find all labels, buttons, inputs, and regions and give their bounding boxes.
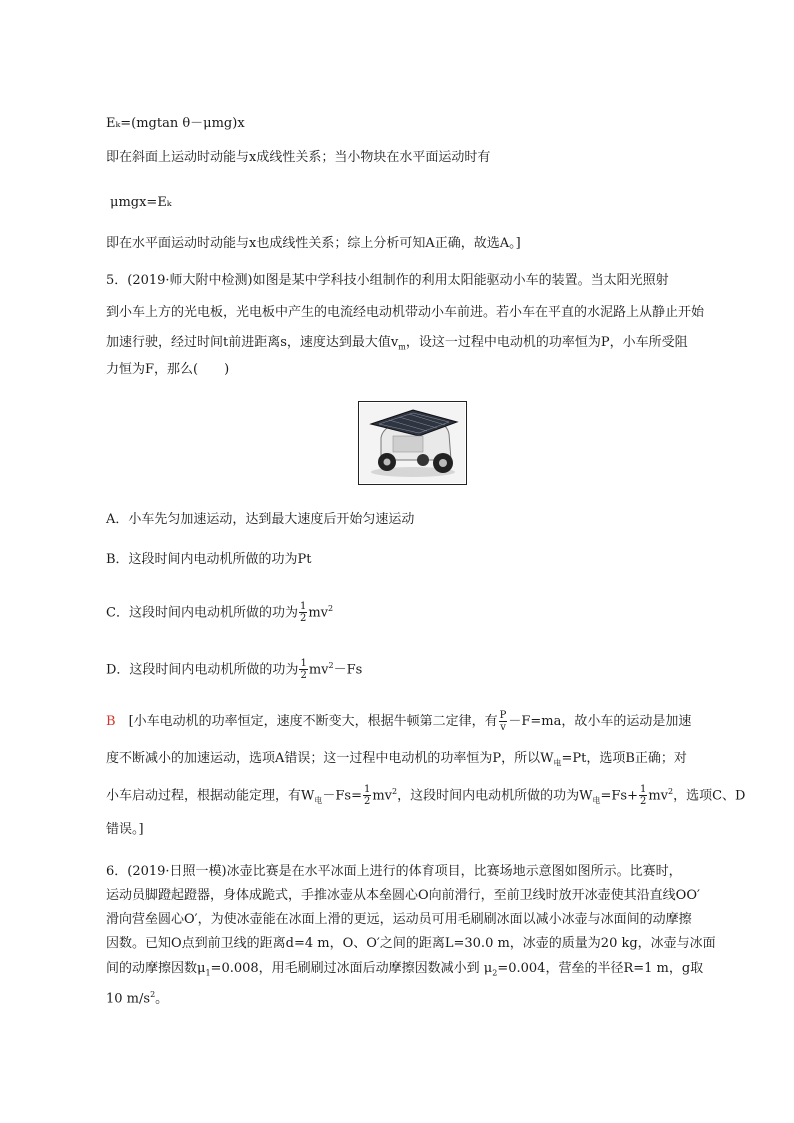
answer5-line4: 错误。] bbox=[106, 822, 144, 837]
fraction-half: $\frac{1}{2}$ bbox=[300, 658, 307, 682]
option-c: C．这段时间内电动机所做的功为 $\frac{1}{2}$ $mv^2$ bbox=[106, 601, 334, 625]
q6-line3: 滑向营垒圆心O′，为使冰壶能在冰面上滑的更远，运动员可用毛刷刷冰面以减小冰壶与冰面间的动摩擦 bbox=[106, 912, 692, 927]
q6-line2: 运动员脚蹬起蹬器，身体成跪式，手推冰壶从本垒圆心O向前滑行，至前卫线时放开冰壶使其沿直线OO′ bbox=[106, 888, 700, 903]
fraction-half: $\frac{1}{2}$ bbox=[299, 601, 307, 625]
option-d: D．这段时间内电动机所做的功为 $\frac{1}{2}$ $mv^2-Fs$ bbox=[106, 658, 363, 682]
equation-ek: Eₖ=(mgtan θ－μmg)x bbox=[106, 116, 245, 131]
solar-car-illustration bbox=[359, 402, 466, 484]
q6-line6: 10 $m/s^2$。 bbox=[106, 990, 169, 1007]
option-b: B．这段时间内电动机所做的功为Pt bbox=[106, 552, 312, 567]
solar-car-image bbox=[358, 401, 467, 485]
answer5-line1: B [小车电动机的功率恒定，速度不断变大，根据牛顿第二定律，有 $\frac{P}{v}$ －F=ma，故小车的运动是加速 bbox=[106, 710, 692, 733]
answer-letter: B bbox=[106, 714, 116, 729]
q5-stem-line1: 5．(2019·师大附中检测)如图是某中学科技小组制作的利用太阳能驱动小车的装置。当太阳光照射 bbox=[106, 273, 669, 288]
equation-umgx: μmgx=Eₖ bbox=[110, 195, 172, 210]
option-a: A．小车先匀加速运动，达到最大速度后开始匀速运动 bbox=[106, 512, 415, 527]
q6-line5: 间的动摩擦因数$\mu_1=0.008$，用毛刷刷过冰面后动摩擦因数减小到 $\mu_2=0.004$，营垒的半径R=1 m，g取 bbox=[106, 961, 704, 978]
q5-stem-line3: 加速行驶，经过时间t前进距离s，速度达到最大值$v_m$，设这一过程中电动机的功率恒为P，小车所受阻 bbox=[106, 335, 688, 352]
q5-stem-line2: 到小车上方的光电板，光电板中产生的电流经电动机带动小车前进。若小车在平直的水泥路上从静止开始 bbox=[106, 305, 705, 320]
q6-line1: 6．(2019·日照一模)冰壶比赛是在水平冰面上进行的体育项目，比赛场地示意图如图所示。比赛时， bbox=[106, 864, 682, 879]
fraction-half: $\frac{1}{2}$ bbox=[363, 784, 371, 808]
answer5-line3: 小车启动过程，根据动能定理，有$W_电-Fs=$ $\frac{1}{2}$ $mv^2$，这段时间内电动机所做的功为$W_电=Fs+$ $\frac{1}{2}$ $mv^2$，选项C、D bbox=[106, 784, 746, 808]
fraction-p-over-v: $\frac{P}{v}$ bbox=[499, 710, 507, 733]
fraction-half: $\frac{1}{2}$ bbox=[639, 784, 647, 808]
q6-line4: 因数。已知O点到前卫线的距离d=4 m，O、O′之间的距离L=30.0 m，冰壶的质量为20 kg，冰壶与冰面 bbox=[106, 936, 716, 951]
text-line: 即在斜面上运动时动能与x成线性关系；当小物块在水平面运动时有 bbox=[106, 150, 491, 165]
text-line: 即在水平面运动时动能与x也成线性关系；综上分析可知A正确，故选A。] bbox=[106, 236, 521, 251]
q5-stem-line4: 力恒为F，那么( ) bbox=[106, 362, 230, 377]
answer5-line2: 度不断减小的加速运动，选项A错误；这一过程中电动机的功率恒为P，所以$W_电=Pt$，选项B正确；对 bbox=[106, 751, 687, 768]
